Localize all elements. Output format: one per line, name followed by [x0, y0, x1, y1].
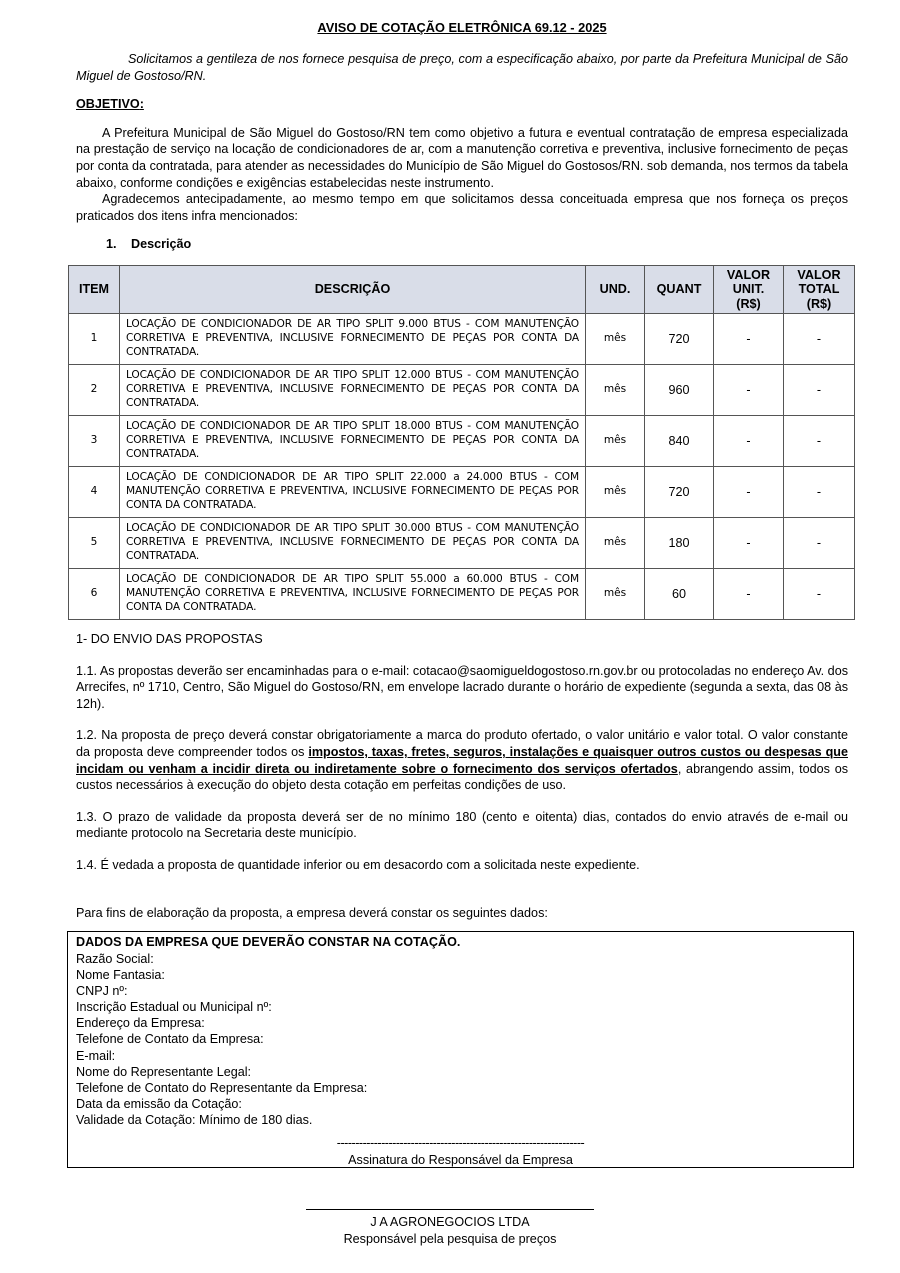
table-row: [69, 314, 855, 365]
objective-paragraph: A Prefeitura Municipal de São Miguel do Gostoso/RN tem como objetivo a futura e eventual contratação de empresa especializada na prestação de serviço na locação de condicionadores de ar, com a manutenção corretiva e preventiva, inclusive fornecimento de peças por conta da contratada, para atender as necessidades do Município de São Miguel do Gostosos/RN. sob demanda, nos termos da tabela abaixo, conforme condições e exigências estabelecidas neste instrumento.: [76, 125, 848, 190]
cell-item: 3: [69, 416, 120, 467]
table-row: [69, 416, 855, 467]
cell-total-value: -: [784, 416, 855, 467]
cell-total-value: -: [784, 314, 855, 365]
header-total-value: [784, 266, 855, 314]
cell-item: 1: [69, 314, 120, 365]
company-data-box: [67, 931, 854, 1168]
proposal-clause-1-1: [76, 663, 848, 713]
table-header-row: [69, 266, 855, 314]
items-table: [68, 265, 855, 620]
cell-unit-value: -: [714, 314, 784, 365]
proposal-clause-1-2-start: 1.2. Na proposta de preço deverá constar obrigatoriamente a marca do produto ofertado, o valor unitário e valor total. O valor constante da proposta deve compreender todos os: [76, 728, 848, 760]
header-unit-value-l3: (R$): [736, 296, 761, 311]
company-data-intro: Para fins de elaboração da proposta, a empresa deverá constar os seguintes dados:: [76, 905, 548, 920]
table-row: [69, 365, 855, 416]
cell-item: 5: [69, 518, 120, 569]
company-data-title: DADOS DA EMPRESA QUE DEVERÃO CONSTAR NA COTAÇÃO.: [76, 935, 461, 949]
cell-total-value: -: [784, 467, 855, 518]
header-description: DESCRIÇÃO: [120, 266, 586, 314]
field-cnpj: CNPJ nº:: [76, 983, 128, 998]
cell-unit-value: -: [714, 365, 784, 416]
cell-total-value: -: [784, 365, 855, 416]
cell-unit: mês: [586, 365, 645, 416]
proposal-clause-1-3: 1.3. O prazo de validade da proposta deverá ser de no mínimo 180 (cento e oitenta) dias, contados do envio através de e-mail ou mediante protocolo na Secretaria deste município.: [76, 809, 848, 841]
field-validade: Validade da Cotação: Mínimo de 180 dias.: [76, 1113, 313, 1128]
cell-unit-value: -: [714, 569, 784, 620]
cell-total-value: -: [784, 518, 855, 569]
cell-unit: mês: [586, 569, 645, 620]
cell-description: LOCAÇÃO DE CONDICIONADOR DE AR TIPO SPLIT 30.000 BTUS - COM MANUTENÇÃO CORRETIVA E PREVENTIVA, INCLUSIVE FORNECIMENTO DE PEÇAS POR CONTA DA CONTRATADA.: [120, 518, 586, 569]
header-unit: UND.: [586, 266, 645, 314]
header-unit-value: [714, 266, 784, 314]
proposals-section: [76, 631, 848, 921]
objective-colon: :: [139, 97, 144, 112]
field-email: E-mail:: [76, 1048, 116, 1063]
header-total-value-l2: TOTAL: [798, 282, 840, 297]
section-title: Descrição: [131, 237, 192, 252]
field-endereco: Endereço da Empresa:: [76, 1016, 205, 1031]
cell-unit-value: -: [714, 518, 784, 569]
cell-item: 2: [69, 365, 120, 416]
cell-quantity: 720: [645, 467, 714, 518]
document-page: [76, 20, 848, 253]
cell-total-value: -: [784, 569, 855, 620]
cell-unit: mês: [586, 416, 645, 467]
cell-quantity: 720: [645, 314, 714, 365]
proposal-clause-1-1-text: 1.1. As propostas deverão ser encaminhadas para o e-mail: cotacao@saomigueldogostoso.rn.gov.br ou protocoladas no endereço Av. dos Arrecifes, nº 1710, Centro, São Miguel do Gostoso/RN, em envelope lacrado durante o horário de expediente (segunda a sexta, das 08 às 12h).: [76, 663, 848, 711]
objective-heading: [76, 96, 848, 113]
cell-unit-value: -: [714, 467, 784, 518]
cell-unit: mês: [586, 518, 645, 569]
footer-company: J A AGRONEGOCIOS LTDA: [370, 1215, 530, 1229]
signature-line: -------------------------------------------------------------------: [336, 1136, 585, 1150]
field-nome-fantasia: Nome Fantasia:: [76, 967, 165, 982]
field-telefone-empresa: Telefone de Contato da Empresa:: [76, 1032, 264, 1047]
cell-item: 6: [69, 569, 120, 620]
cell-description: LOCAÇÃO DE CONDICIONADOR DE AR TIPO SPLIT 12.000 BTUS - COM MANUTENÇÃO CORRETIVA E PREVENTIVA, INCLUSIVE FORNECIMENTO DE PEÇAS POR CONTA DA CONTRATADA.: [120, 365, 586, 416]
header-unit-value-l1: VALOR: [726, 267, 771, 282]
proposals-heading: 1- DO ENVIO DAS PROPOSTAS: [76, 632, 263, 646]
table-row: [69, 569, 855, 620]
cell-quantity: 180: [645, 518, 714, 569]
table-row: [69, 518, 855, 569]
proposal-clause-1-2-end: , abrangendo assim, todos os custos necessários à execução do objeto desta cotação em perfeitas condições de uso.: [76, 761, 848, 793]
cell-description: LOCAÇÃO DE CONDICIONADOR DE AR TIPO SPLIT 55.000 a 60.000 BTUS - COM MANUTENÇÃO CORRETIVA E PREVENTIVA, INCLUSIVE FORNECIMENTO DE PEÇAS POR CONTA DA CONTRATADA.: [120, 569, 586, 620]
cell-unit: mês: [586, 314, 645, 365]
cell-description: LOCAÇÃO DE CONDICIONADOR DE AR TIPO SPLIT 9.000 BTUS - COM MANUTENÇÃO CORRETIVA E PREVENTIVA, INCLUSIVE FORNECIMENTO DE PEÇAS POR CONTA DA CONTRATADA.: [120, 314, 586, 365]
section-heading: [106, 236, 848, 253]
field-telefone-representante: Telefone de Contato do Representante da Empresa:: [76, 1080, 368, 1095]
cell-item: 4: [69, 467, 120, 518]
cell-description: LOCAÇÃO DE CONDICIONADOR DE AR TIPO SPLIT 22.000 a 24.000 BTUS - COM MANUTENÇÃO CORRETIVA E PREVENTIVA, INCLUSIVE FORNECIMENTO DE PEÇAS POR CONTA DA CONTRATADA.: [120, 467, 586, 518]
field-data-emissao: Data da emissão da Cotação:: [76, 1097, 242, 1112]
header-item: ITEM: [69, 266, 120, 314]
footer-signature-rule: [306, 1209, 594, 1210]
header-total-value-l1: VALOR: [797, 267, 841, 282]
field-razao-social: Razão Social:: [76, 951, 154, 966]
intro-paragraph: Solicitamos a gentileza de nos fornece pesquisa de preço, com a especificação abaixo, por parte da Prefeitura Municipal de São Miguel de Gostoso/RN.: [76, 51, 848, 83]
table-row: [69, 467, 855, 518]
cell-quantity: 840: [645, 416, 714, 467]
objective-label: OBJETIVO: [76, 97, 140, 112]
proposal-clause-1-2-emphasis: impostos, taxas, fretes, seguros, instalações e quaisquer outros custos ou despesas que incidam ou venham a incidir direta ou indiretamente sobre o fornecimento dos serviços ofertados: [76, 745, 848, 776]
cell-quantity: 960: [645, 365, 714, 416]
field-representante: Nome do Representante Legal:: [76, 1064, 252, 1079]
header-unit-value-l2: UNIT.: [732, 282, 765, 297]
cell-unit-value: -: [714, 416, 784, 467]
signature-label: Assinatura do Responsável da Empresa: [348, 1153, 573, 1167]
proposal-clause-1-4: 1.4. É vedada a proposta de quantidade inferior ou em desacordo com a solicitada neste expediente.: [76, 858, 640, 873]
footer-role: Responsável pela pesquisa de preços: [343, 1231, 557, 1246]
header-total-value-l3: (R$): [806, 296, 832, 311]
document-title: AVISO DE COTAÇÃO ELETRÔNICA 69.12 - 2025: [317, 20, 607, 35]
header-quantity: QUANT: [645, 266, 714, 314]
thanks-paragraph: Agradecemos antecipadamente, ao mesmo tempo em que solicitamos dessa conceituada empresa que nos forneça os preços praticados dos itens infra mencionados:: [76, 192, 848, 223]
field-inscricao: Inscrição Estadual ou Municipal nº:: [76, 1000, 272, 1015]
cell-quantity: 60: [645, 569, 714, 620]
cell-unit: mês: [586, 467, 645, 518]
cell-description: LOCAÇÃO DE CONDICIONADOR DE AR TIPO SPLIT 18.000 BTUS - COM MANUTENÇÃO CORRETIVA E PREVENTIVA, INCLUSIVE FORNECIMENTO DE PEÇAS POR CONTA DA CONTRATADA.: [120, 416, 586, 467]
proposal-clause-1-2: [76, 727, 848, 793]
section-number: 1.: [106, 237, 117, 252]
footer: [0, 1209, 900, 1247]
